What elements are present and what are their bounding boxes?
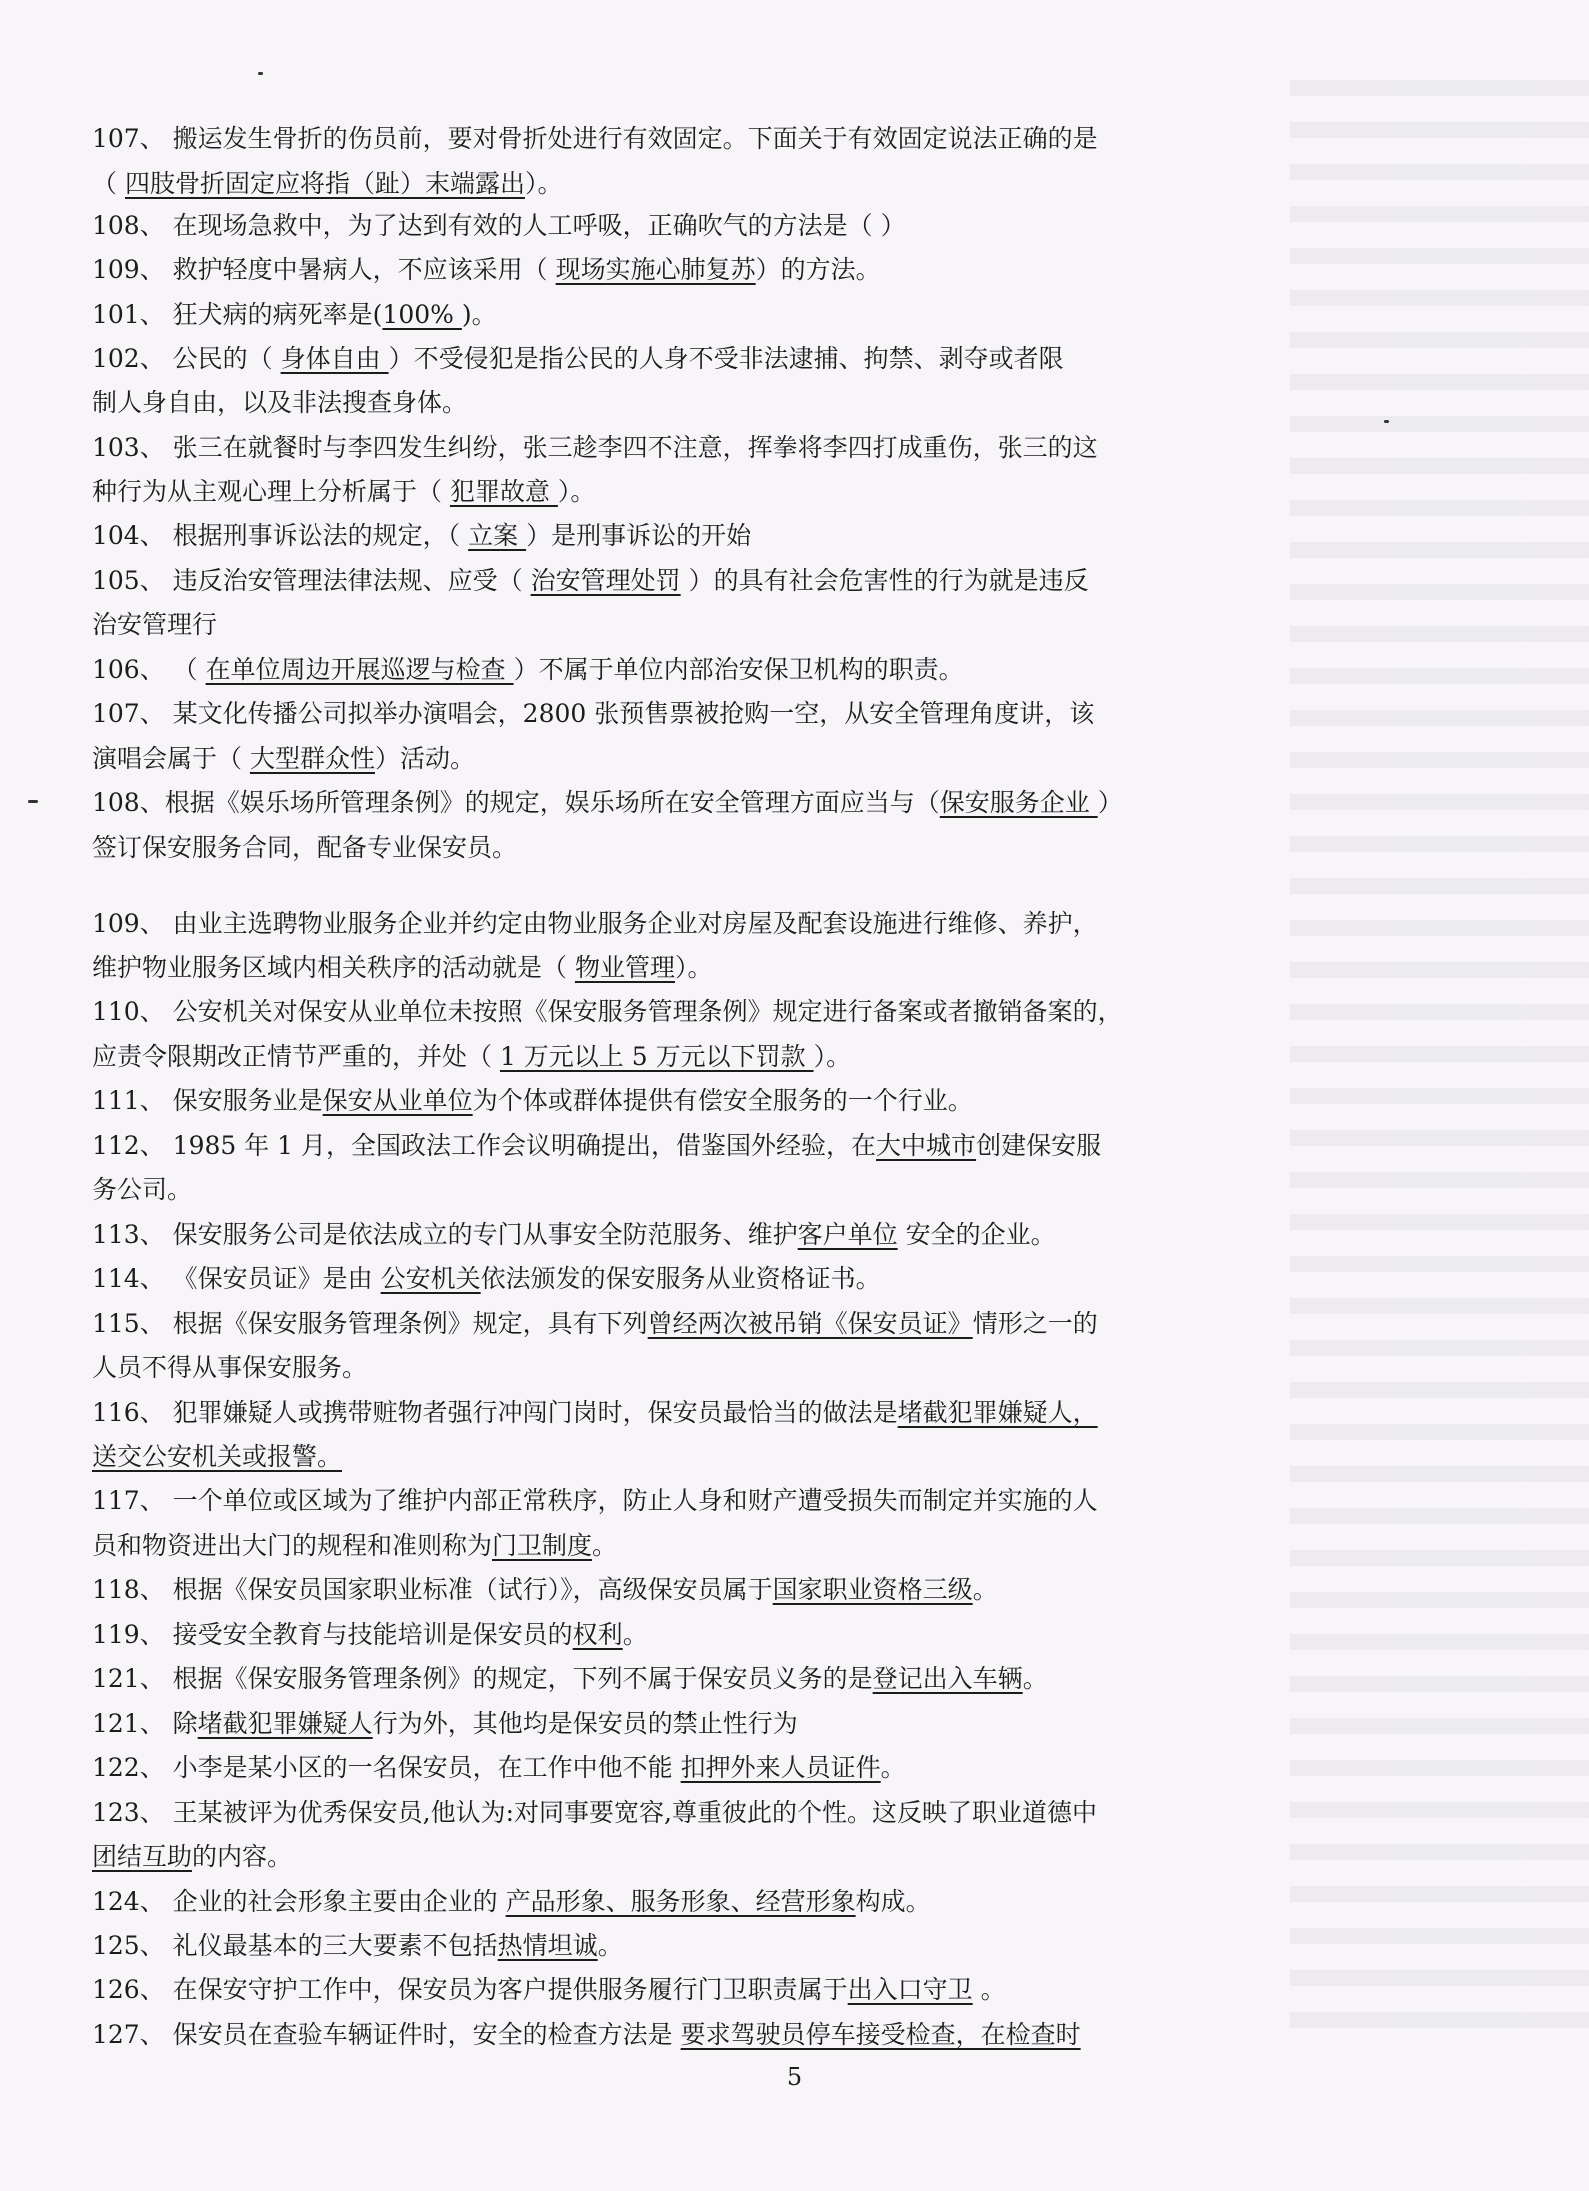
answer-underlined: 四肢骨折固定应将指（趾）末端露出	[124, 169, 525, 198]
question-text: 122、 小李是某小区的一名保安员，在工作中他不能	[92, 1753, 681, 1782]
question-line	[92, 1396, 1252, 1430]
question-text: 123、 王某被评为优秀保安员,他认为:对同事要宽容,尊重彼此的个性。这反映了职业道德中	[92, 1798, 1097, 1827]
question-text: 119、 接受安全教育与技能培训是保安员的	[92, 1620, 573, 1649]
question-line	[92, 1351, 1252, 1385]
question-text: 安全的企业。	[897, 1220, 1056, 1249]
question-text: 。	[622, 1620, 648, 1649]
question-line	[92, 1573, 1252, 1607]
question-text: 为个体或群体提供有偿安全服务的一个行业。	[472, 1086, 973, 1115]
question-text: 112、 1985 年 1 月，全国政法工作会议明确提出，借鉴国外经验，在	[92, 1131, 877, 1160]
question-line	[92, 253, 1252, 287]
question-text: 126、 在保安守护工作中，保安员为客户提供服务履行门卫职责属于	[92, 1975, 848, 2004]
question-text: ）是刑事诉讼的开始	[526, 521, 752, 550]
answer-underlined: 出入口守卫	[847, 1975, 973, 2004]
question-text: 110、 公安机关对保安从业单位未按照《保安服务管理条例》规定进行备案或者撤销备案的，	[92, 997, 1123, 1026]
question-line	[92, 1529, 1252, 1563]
question-text: （	[92, 169, 125, 198]
question-text: 情形之一的	[972, 1309, 1098, 1338]
scan-speck	[258, 72, 263, 75]
question-text: 。	[1022, 1664, 1048, 1693]
question-text: 种行为从主观心理上分析属于（	[92, 477, 450, 506]
question-text: 治安管理行	[92, 610, 218, 639]
question-text: 依法颁发的保安服务从业资格证书。	[480, 1264, 881, 1293]
question-line	[92, 742, 1252, 776]
question-line	[92, 1618, 1252, 1652]
question-line	[92, 1262, 1252, 1296]
question-line	[92, 167, 1252, 201]
question-line	[92, 1307, 1252, 1341]
question-text: 。	[880, 1753, 906, 1782]
scan-speck	[28, 800, 38, 803]
answer-underlined: 1 万元以上 5 万元以下罚款	[499, 1042, 814, 1071]
question-text: 创建保安服	[976, 1131, 1102, 1160]
question-text: 务公司。	[92, 1175, 193, 1204]
question-text: 109、 由业主选聘物业服务企业并约定由物业服务企业对房屋及配套设施进行维修、养护，	[92, 909, 1098, 938]
question-line	[92, 122, 1252, 156]
question-text: 演唱会属于（	[92, 744, 250, 773]
question-text: ）不受侵犯是指公民的人身不受非法逮捕、拘禁、剥夺或者限	[388, 344, 1064, 373]
answer-underlined: 犯罪故意	[449, 477, 558, 506]
answer-underlined: 保安服务企业	[939, 788, 1098, 817]
question-text: 116、 犯罪嫌疑人或携带赃物者强行冲闯门岗时，保安员最恰当的做法是	[92, 1398, 898, 1427]
question-line	[92, 907, 1252, 941]
question-text: 行为外，其他均是保安员的禁止性行为	[372, 1709, 798, 1738]
question-text: 构成。	[855, 1887, 931, 1916]
question-line	[92, 1484, 1252, 1518]
question-text: 维护物业服务区域内相关秩序的活动就是（	[92, 953, 575, 982]
answer-underlined: 送交公安机关或报警。	[92, 1442, 343, 1471]
question-text: 117、 一个单位或区域为了维护内部正常秩序，防止人身和财产遭受损失而制定并实施的人	[92, 1486, 1098, 1515]
question-line	[92, 342, 1252, 376]
question-line	[92, 1929, 1252, 1963]
answer-underlined: 治安管理处罚	[530, 566, 681, 595]
question-text: 105、 违反治安管理法律法规、应受（	[92, 566, 531, 595]
question-line	[92, 1973, 1252, 2007]
question-line	[92, 1440, 1252, 1474]
question-text: 124、 企业的社会形象主要由企业的	[92, 1887, 506, 1916]
answer-underlined: 物业管理	[574, 953, 675, 982]
question-text: 107、 某文化传播公司拟举办演唱会，2800 张预售票被抢购一空，从安全管理角度讲，该	[92, 699, 1095, 728]
question-text: 人员不得从事保安服务。	[92, 1353, 368, 1382]
question-line	[92, 1662, 1252, 1696]
question-line	[92, 475, 1252, 509]
question-line	[92, 209, 1252, 243]
question-text: )。	[461, 300, 497, 329]
question-line	[92, 608, 1252, 642]
question-text: 108、根据《娱乐场所管理条例》的规定，娱乐场所在安全管理方面应当与（	[92, 788, 940, 817]
answer-underlined: 团结互助	[92, 1842, 193, 1871]
question-line	[92, 1796, 1252, 1830]
answer-underlined: 堵截犯罪嫌疑人，	[897, 1398, 1098, 1427]
question-text: 118、 根据《保安员国家职业标准（试行）》，高级保安员属于	[92, 1575, 773, 1604]
question-line	[92, 298, 1252, 332]
question-text: 应责令限期改正情节严重的，并处（	[92, 1042, 500, 1071]
answer-underlined: 现场实施心肺复苏	[555, 255, 756, 284]
answer-underlined: 权利	[572, 1620, 623, 1649]
question-text: 114、 《保安员证》是由	[92, 1264, 381, 1293]
answer-underlined: 公安机关	[380, 1264, 481, 1293]
answer-underlined: 门卫制度	[492, 1531, 593, 1560]
question-text: 109、 救护轻度中暑病人，不应该采用（	[92, 255, 556, 284]
question-line	[92, 951, 1252, 985]
question-text: ）不属于单位内部治安保卫机构的职责。	[513, 655, 964, 684]
question-line	[92, 1084, 1252, 1118]
question-text: 的内容。	[192, 1842, 293, 1871]
page-number: 5	[786, 2063, 803, 2091]
question-line	[92, 786, 1252, 820]
answer-underlined: 客户单位	[797, 1220, 898, 1249]
question-text: 104、 根据刑事诉讼法的规定，（	[92, 521, 469, 550]
question-line	[92, 519, 1252, 553]
question-text: 101、 狂犬病的病死率是(	[92, 300, 383, 329]
question-line	[92, 1707, 1252, 1741]
question-text: 。	[972, 1575, 998, 1604]
answer-underlined: 立案	[468, 521, 527, 550]
question-line	[92, 386, 1252, 420]
question-text: 127、 保安员在查验车辆证件时，安全的检查方法是	[92, 2020, 681, 2049]
question-line	[92, 1173, 1252, 1207]
question-line	[92, 1040, 1252, 1074]
answer-underlined: 堵截犯罪嫌疑人	[197, 1709, 373, 1738]
question-text: 121、 除	[92, 1709, 198, 1738]
question-text: 113、 保安服务公司是依法成立的专门从事安全防范服务、维护	[92, 1220, 798, 1249]
question-line	[92, 1129, 1252, 1163]
answer-underlined: 曾经两次被吊销《保安员证》	[647, 1309, 973, 1338]
question-text: ）。	[813, 1042, 852, 1071]
question-text: 。	[972, 1975, 1006, 2004]
question-text: 106、 （	[92, 655, 206, 684]
question-line	[92, 564, 1252, 598]
question-text: 。	[592, 1531, 618, 1560]
question-text: 111、 保安服务业是	[92, 1086, 323, 1115]
question-line	[92, 1218, 1252, 1252]
answer-underlined: 大中城市	[876, 1131, 977, 1160]
question-text: ）。	[557, 477, 596, 506]
question-text: 签订保安服务合同，配备专业保安员。	[92, 833, 518, 862]
question-text: 121、 根据《保安服务管理条例》的规定，下列不属于保安员义务的是	[92, 1664, 873, 1693]
answer-underlined: 大型群众性	[249, 744, 375, 773]
question-line	[92, 1751, 1252, 1785]
question-line	[92, 697, 1252, 731]
question-text: ）。	[674, 953, 713, 982]
answer-underlined: 要求驾驶员停车接受检查，在检查时	[680, 2020, 1081, 2049]
question-text: 103、 张三在就餐时与李四发生纠纷，张三趁李四不注意，挥拳将李四打成重伤，张三的这	[92, 433, 1098, 462]
question-text: 102、 公民的（	[92, 344, 281, 373]
question-line	[92, 431, 1252, 465]
answer-underlined: 登记出入车辆	[872, 1664, 1023, 1693]
question-text: 107、 搬运发生骨折的伤员前，要对骨折处进行有效固定。下面关于有效固定说法正确的是	[92, 124, 1098, 153]
question-text: ）	[1097, 788, 1123, 817]
question-line	[92, 2018, 1252, 2052]
answer-underlined: 国家职业资格三级	[772, 1575, 973, 1604]
question-text: 125、 礼仪最基本的三大要素不包括	[92, 1931, 498, 1960]
show-through-text	[1290, 80, 1589, 2030]
question-line	[92, 831, 1252, 865]
scan-speck	[1384, 420, 1389, 423]
question-text: 员和物资进出大门的规程和准则称为	[92, 1531, 493, 1560]
answer-underlined: 产品形象、服务形象、经营形象	[505, 1887, 856, 1916]
answer-underlined: 热情坦诚	[497, 1931, 598, 1960]
question-text: 108、 在现场急救中，为了达到有效的人工呼吸，正确吹气的方法是（ ）	[92, 211, 906, 240]
question-text: ）的方法。	[755, 255, 881, 284]
answer-underlined: 100%	[382, 300, 462, 329]
question-text: ）活动。	[374, 744, 475, 773]
question-line	[92, 1885, 1252, 1919]
answer-underlined: 保安从业单位	[322, 1086, 473, 1115]
question-text: 115、 根据《保安服务管理条例》规定，具有下列	[92, 1309, 648, 1338]
answer-underlined: 在单位周边开展巡逻与检查	[205, 655, 514, 684]
question-text: ）的具有社会危害性的行为就是违反	[680, 566, 1089, 595]
question-text: 。	[597, 1931, 623, 1960]
answer-underlined: 身体自由	[280, 344, 389, 373]
question-line	[92, 995, 1252, 1029]
question-text: ）。	[524, 169, 563, 198]
answer-underlined: 扣押外来人员证件	[680, 1753, 881, 1782]
question-line	[92, 1840, 1252, 1874]
question-text: 制人身自由，以及非法搜查身体。	[92, 388, 468, 417]
question-line	[92, 653, 1252, 687]
